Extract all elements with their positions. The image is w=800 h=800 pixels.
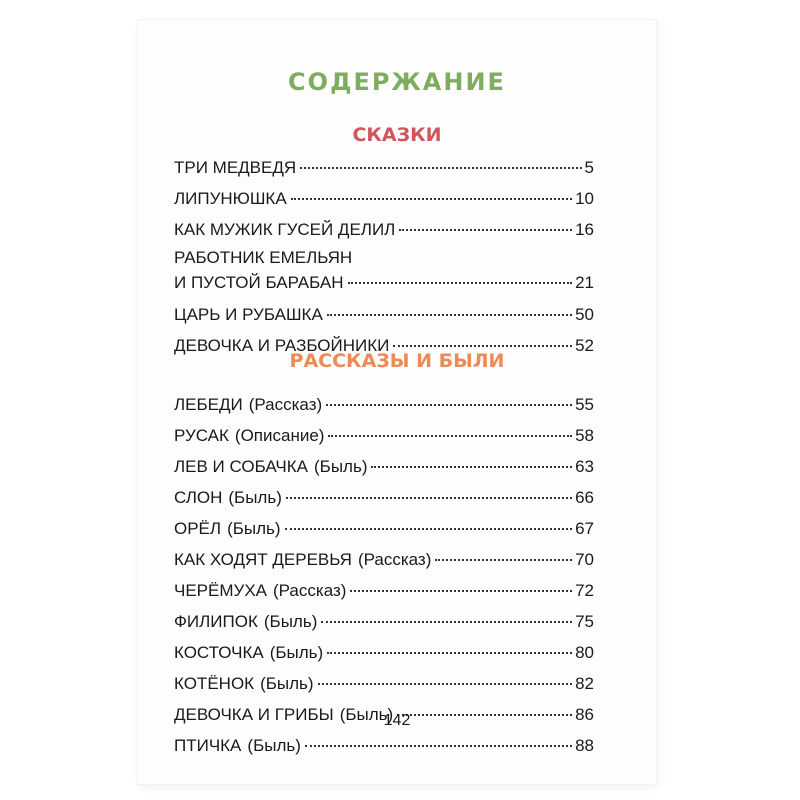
toc-entry[interactable] [174,451,594,482]
entry-title: КОСТОЧКА [174,643,264,662]
dot-leader [300,167,581,169]
book-page [138,20,656,784]
entry-genre: (Быль) [314,457,368,476]
tales-list [174,152,594,361]
toc-entry[interactable] [174,668,594,699]
entry-title: ФИЛИПОК [174,612,258,631]
entry-title: ТРИ МЕДВЕДЯ [174,158,297,177]
entry-page: 66 [575,488,594,507]
dot-leader [393,345,572,347]
dot-leader [399,229,572,231]
entry-page: 5 [584,158,594,177]
entry-page: 63 [575,457,594,476]
entry-page: 75 [575,612,594,631]
toc-entry[interactable] [174,637,594,668]
toc-entry[interactable] [174,482,594,513]
entry-genre: (Рассказ) [273,581,347,600]
entry-title: ЛИПУНЮШКА [174,189,287,208]
dot-leader [435,559,572,561]
toc-entry[interactable] [174,544,594,575]
entry-page: 72 [575,581,594,600]
dot-leader [326,404,572,406]
entry-title: КАК ХОДЯТ ДЕРЕВЬЯ [174,550,352,569]
entry-title: ЧЕРЁМУХА [174,581,267,600]
section-heading-tales: СКАЗКИ [352,124,442,146]
dot-leader [285,528,573,530]
dot-leader [371,466,572,468]
entry-title-line2: И ПУСТОЙ БАРАБАН [174,273,344,292]
stories-list [174,389,594,761]
entry-genre: (Быль) [227,519,281,538]
entry-page: 58 [575,426,594,445]
toc-entry[interactable] [174,299,594,330]
dot-leader [328,435,572,437]
entry-title: КАК МУЖИК ГУСЕЙ ДЕЛИЛ [174,220,396,239]
toc-entry[interactable] [174,730,594,761]
entry-genre: (Быль) [269,643,324,662]
toc-entry[interactable] [174,214,594,245]
section-heading-stories: РАССКАЗЫ И БЫЛИ [289,350,505,372]
entry-page: 16 [575,220,594,239]
entry-page: 82 [575,674,594,693]
dot-leader [291,198,572,200]
page-title: СОДЕРЖАНИЕ [288,68,506,96]
entry-genre: (Рассказ) [248,395,323,414]
entry-page: 10 [575,189,594,208]
entry-genre: (Быль) [260,674,314,693]
dot-leader [348,282,573,284]
entry-title: ЦАРЬ И РУБАШКА [174,305,323,324]
entry-title: КОТЁНОК [174,674,255,693]
entry-genre: (Быль) [263,612,318,631]
entry-genre: (Быль) [247,736,301,755]
entry-page: 50 [575,305,594,324]
entry-page: 88 [575,736,594,755]
toc-entry[interactable] [174,575,594,606]
entry-genre: (Быль) [339,705,394,724]
toc-entry[interactable] [174,245,594,299]
toc-entry[interactable] [174,183,594,214]
entry-title: ДЕВОЧКА И РАЗБОЙНИКИ [174,336,390,355]
entry-page: 52 [575,336,594,355]
toc-entry[interactable] [174,420,594,451]
toc-entry[interactable] [174,606,594,637]
dot-leader [305,745,572,747]
toc-entry[interactable] [174,389,594,420]
entry-title: ЛЕБЕДИ [174,395,243,414]
entry-title: ПТИЧКА [174,736,242,755]
entry-title: ЛЕВ И СОБАЧКА [174,457,308,476]
entry-title-line2-row [174,270,594,295]
entry-title: ДЕВОЧКА И ГРИБЫ [174,705,334,724]
entry-page: 21 [575,273,594,292]
page-number: 142 [383,712,411,729]
dot-leader [318,683,573,685]
entry-genre: (Описание) [234,426,325,445]
entry-title: СЛОН [174,488,223,507]
entry-page: 70 [575,550,594,569]
entry-title-line1: РАБОТНИК ЕМЕЛЬЯН [174,248,353,267]
toc-entry[interactable] [174,513,594,544]
entry-page: 67 [575,519,594,538]
toc-entry[interactable] [174,152,594,183]
entry-page: 55 [575,395,594,414]
entry-page: 86 [575,705,594,724]
entry-title: РУСАК [174,426,229,445]
dot-leader [327,314,572,316]
dot-leader [350,590,572,592]
dot-leader [286,497,572,499]
entry-title: ОРЁЛ [174,519,222,538]
dot-leader [327,652,572,654]
entry-page: 80 [575,643,594,662]
entry-genre: (Быль) [228,488,282,507]
entry-genre: (Рассказ) [357,550,432,569]
dot-leader [321,621,572,623]
